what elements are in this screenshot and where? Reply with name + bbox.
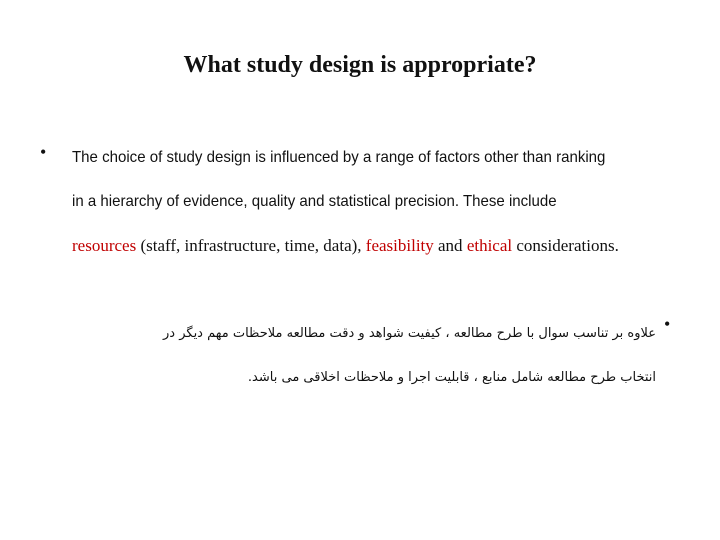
highlight-resources: resources [72,236,137,255]
english-line-3 [72,224,682,268]
and-text: and [433,236,467,255]
english-line-1: The choice of study design is influenced by a range of factors other than ranking [72,149,606,166]
persian-line-1: علاوه بر تناسب سوال با طرح مطالعه ، کیفیت شواهد و دقت مطالعه ملاحظات مهم دیگر در [163,326,656,341]
english-line-2: in a hierarchy of evidence, quality and statistical precision. These include [72,193,557,210]
persian-paragraph [40,312,656,400]
persian-line-2: انتخاب طرح مطالعه شامل منابع ، قابلیت اجرا و ملاحظات اخلاقی می باشد. [247,370,656,385]
highlight-ethical: ethical [466,236,513,255]
considerations-text: considerations. [512,236,619,255]
slide-title: What study design is appropriate? [183,52,537,78]
english-paragraph [72,136,682,268]
bullet-english: • [40,142,47,162]
bullet-persian: • [664,314,671,334]
highlight-feasibility: feasibility [365,236,434,255]
resources-detail: (staff, infrastructure, time, data), [136,236,366,255]
